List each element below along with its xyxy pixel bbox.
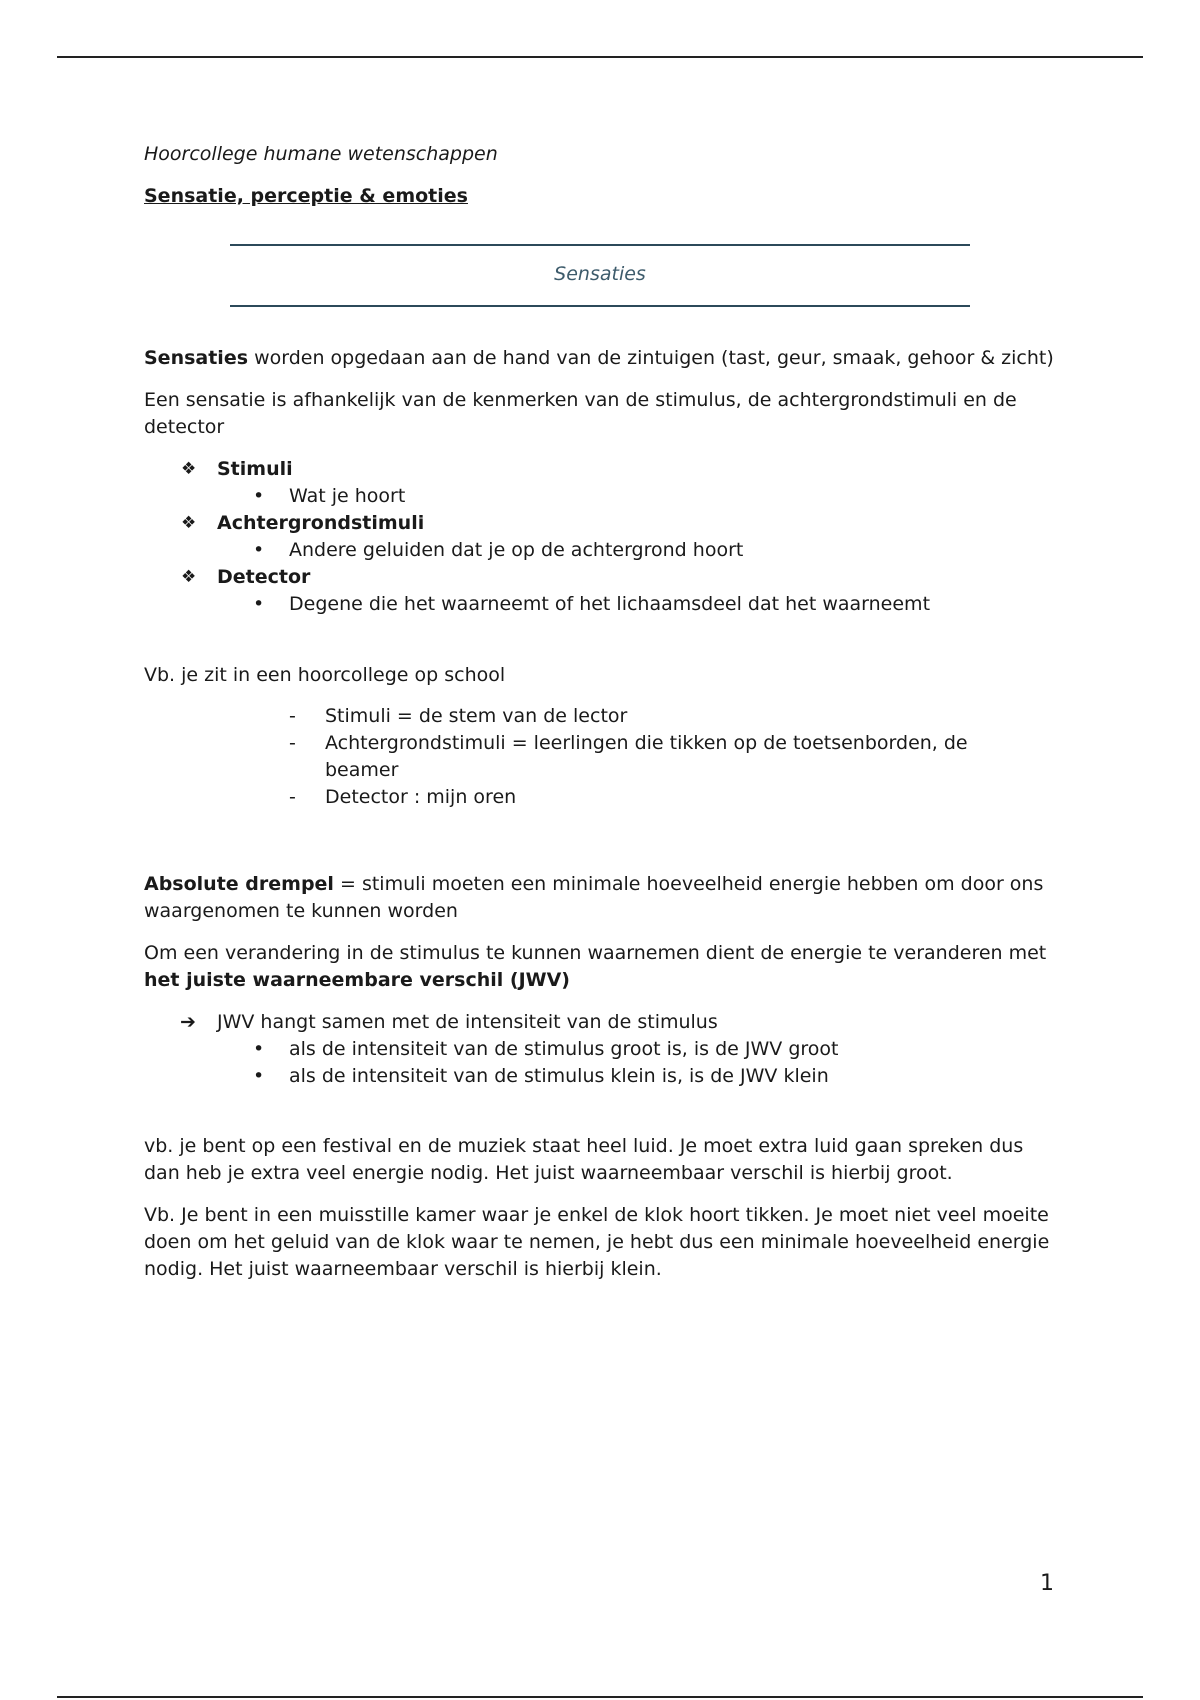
jwv-paragraph: [144, 940, 1064, 994]
factor-label: Stimuli: [217, 458, 293, 480]
factor-detail-list: [217, 537, 1064, 564]
factor-detail-list: [217, 591, 1064, 618]
jwv-arrow-item: [144, 1009, 1064, 1090]
example-quiet-room: Vb. Je bent in een muisstille kamer waar je enkel de klok hoort tikken. Je moet niet veel moeite doen om het geluid van de klok waar te nemen, je hebt dus een minimale hoeveelheid energie nodig. Het juist waarneembaar verschil is hierbij klein.: [144, 1204, 1050, 1280]
threshold-paragraph: [144, 871, 1064, 925]
jwv-text: Om een verandering in de stimulus te kunnen waarnemen dient de energie te veranderen met: [144, 942, 1047, 964]
jwv-bullet: • als de intensiteit van de stimulus klein is, is de JWV klein: [217, 1063, 1064, 1090]
jwv-term: het juiste waarneembare verschil (JWV): [144, 969, 570, 991]
footer-rule: [57, 1696, 1143, 1698]
header-rule: [57, 56, 1143, 58]
factor-item: [144, 510, 1064, 564]
document-title: Sensatie, perceptie & emoties: [144, 185, 468, 207]
document-subtitle: Hoorcollege humane wetenschappen: [144, 143, 498, 165]
arrow-right-icon: ➔: [180, 1011, 196, 1033]
jwv-arrow-text: JWV hangt samen met de intensiteit van de stimulus: [217, 1011, 718, 1033]
example-item: - Stimuli = de stem van de lector: [144, 703, 1045, 730]
intro-paragraph-2: Een sensatie is afhankelijk van de kenmerken van de stimulus, de achtergrondstimuli en de detector: [144, 389, 1017, 438]
factor-item: [144, 564, 1064, 618]
intro-text: worden opgedaan aan de hand van de zintuigen (tast, geur, smaak, gehoor & zicht): [248, 347, 1054, 369]
example-intro: Vb. je zit in een hoorcollege op school: [144, 664, 506, 686]
factor-detail: • Degene die het waarneemt of het lichaamsdeel dat het waarneemt: [217, 591, 1064, 618]
intro-paragraph-1: [144, 345, 1064, 372]
intro-term: Sensaties: [144, 347, 249, 369]
diamond-bullet-icon: ❖: [181, 459, 197, 479]
section-heading-box: [230, 244, 970, 307]
page-number: 1: [1040, 1571, 1054, 1596]
example-item: - Achtergrondstimuli = leerlingen die tikken op de toetsenborden, de beamer: [144, 730, 1045, 784]
threshold-term: Absolute drempel: [144, 873, 334, 895]
threshold-text: = stimuli moeten een minimale hoeveelheid energie hebben om door ons waargenomen te kunnen worden: [144, 873, 1044, 922]
jwv-bullet-list: [217, 1036, 1064, 1090]
jwv-list: [144, 1009, 1064, 1090]
factor-list: [144, 456, 1064, 618]
jwv-bullet: • als de intensiteit van de stimulus groot is, is de JWV groot: [217, 1036, 1064, 1063]
diamond-bullet-icon: ❖: [181, 567, 197, 587]
factor-detail: • Wat je hoort: [217, 483, 1064, 510]
document-body: [144, 141, 1064, 1283]
example-festival: vb. je bent op een festival en de muziek staat heel luid. Je moet extra luid gaan spreken dus dan heb je extra veel energie nodig. Het juist waarneembaar verschil is hierbij groot.: [144, 1135, 1024, 1184]
example-item: - Detector : mijn oren: [144, 784, 1045, 811]
factor-label: Detector: [217, 566, 311, 588]
factor-label: Achtergrondstimuli: [217, 512, 425, 534]
factor-detail-list: [217, 483, 1064, 510]
section-heading: Sensaties: [554, 263, 646, 285]
factor-detail: • Andere geluiden dat je op de achtergrond hoort: [217, 537, 1064, 564]
example-list: [144, 703, 1064, 811]
factor-item: [144, 456, 1064, 510]
diamond-bullet-icon: ❖: [181, 513, 197, 533]
